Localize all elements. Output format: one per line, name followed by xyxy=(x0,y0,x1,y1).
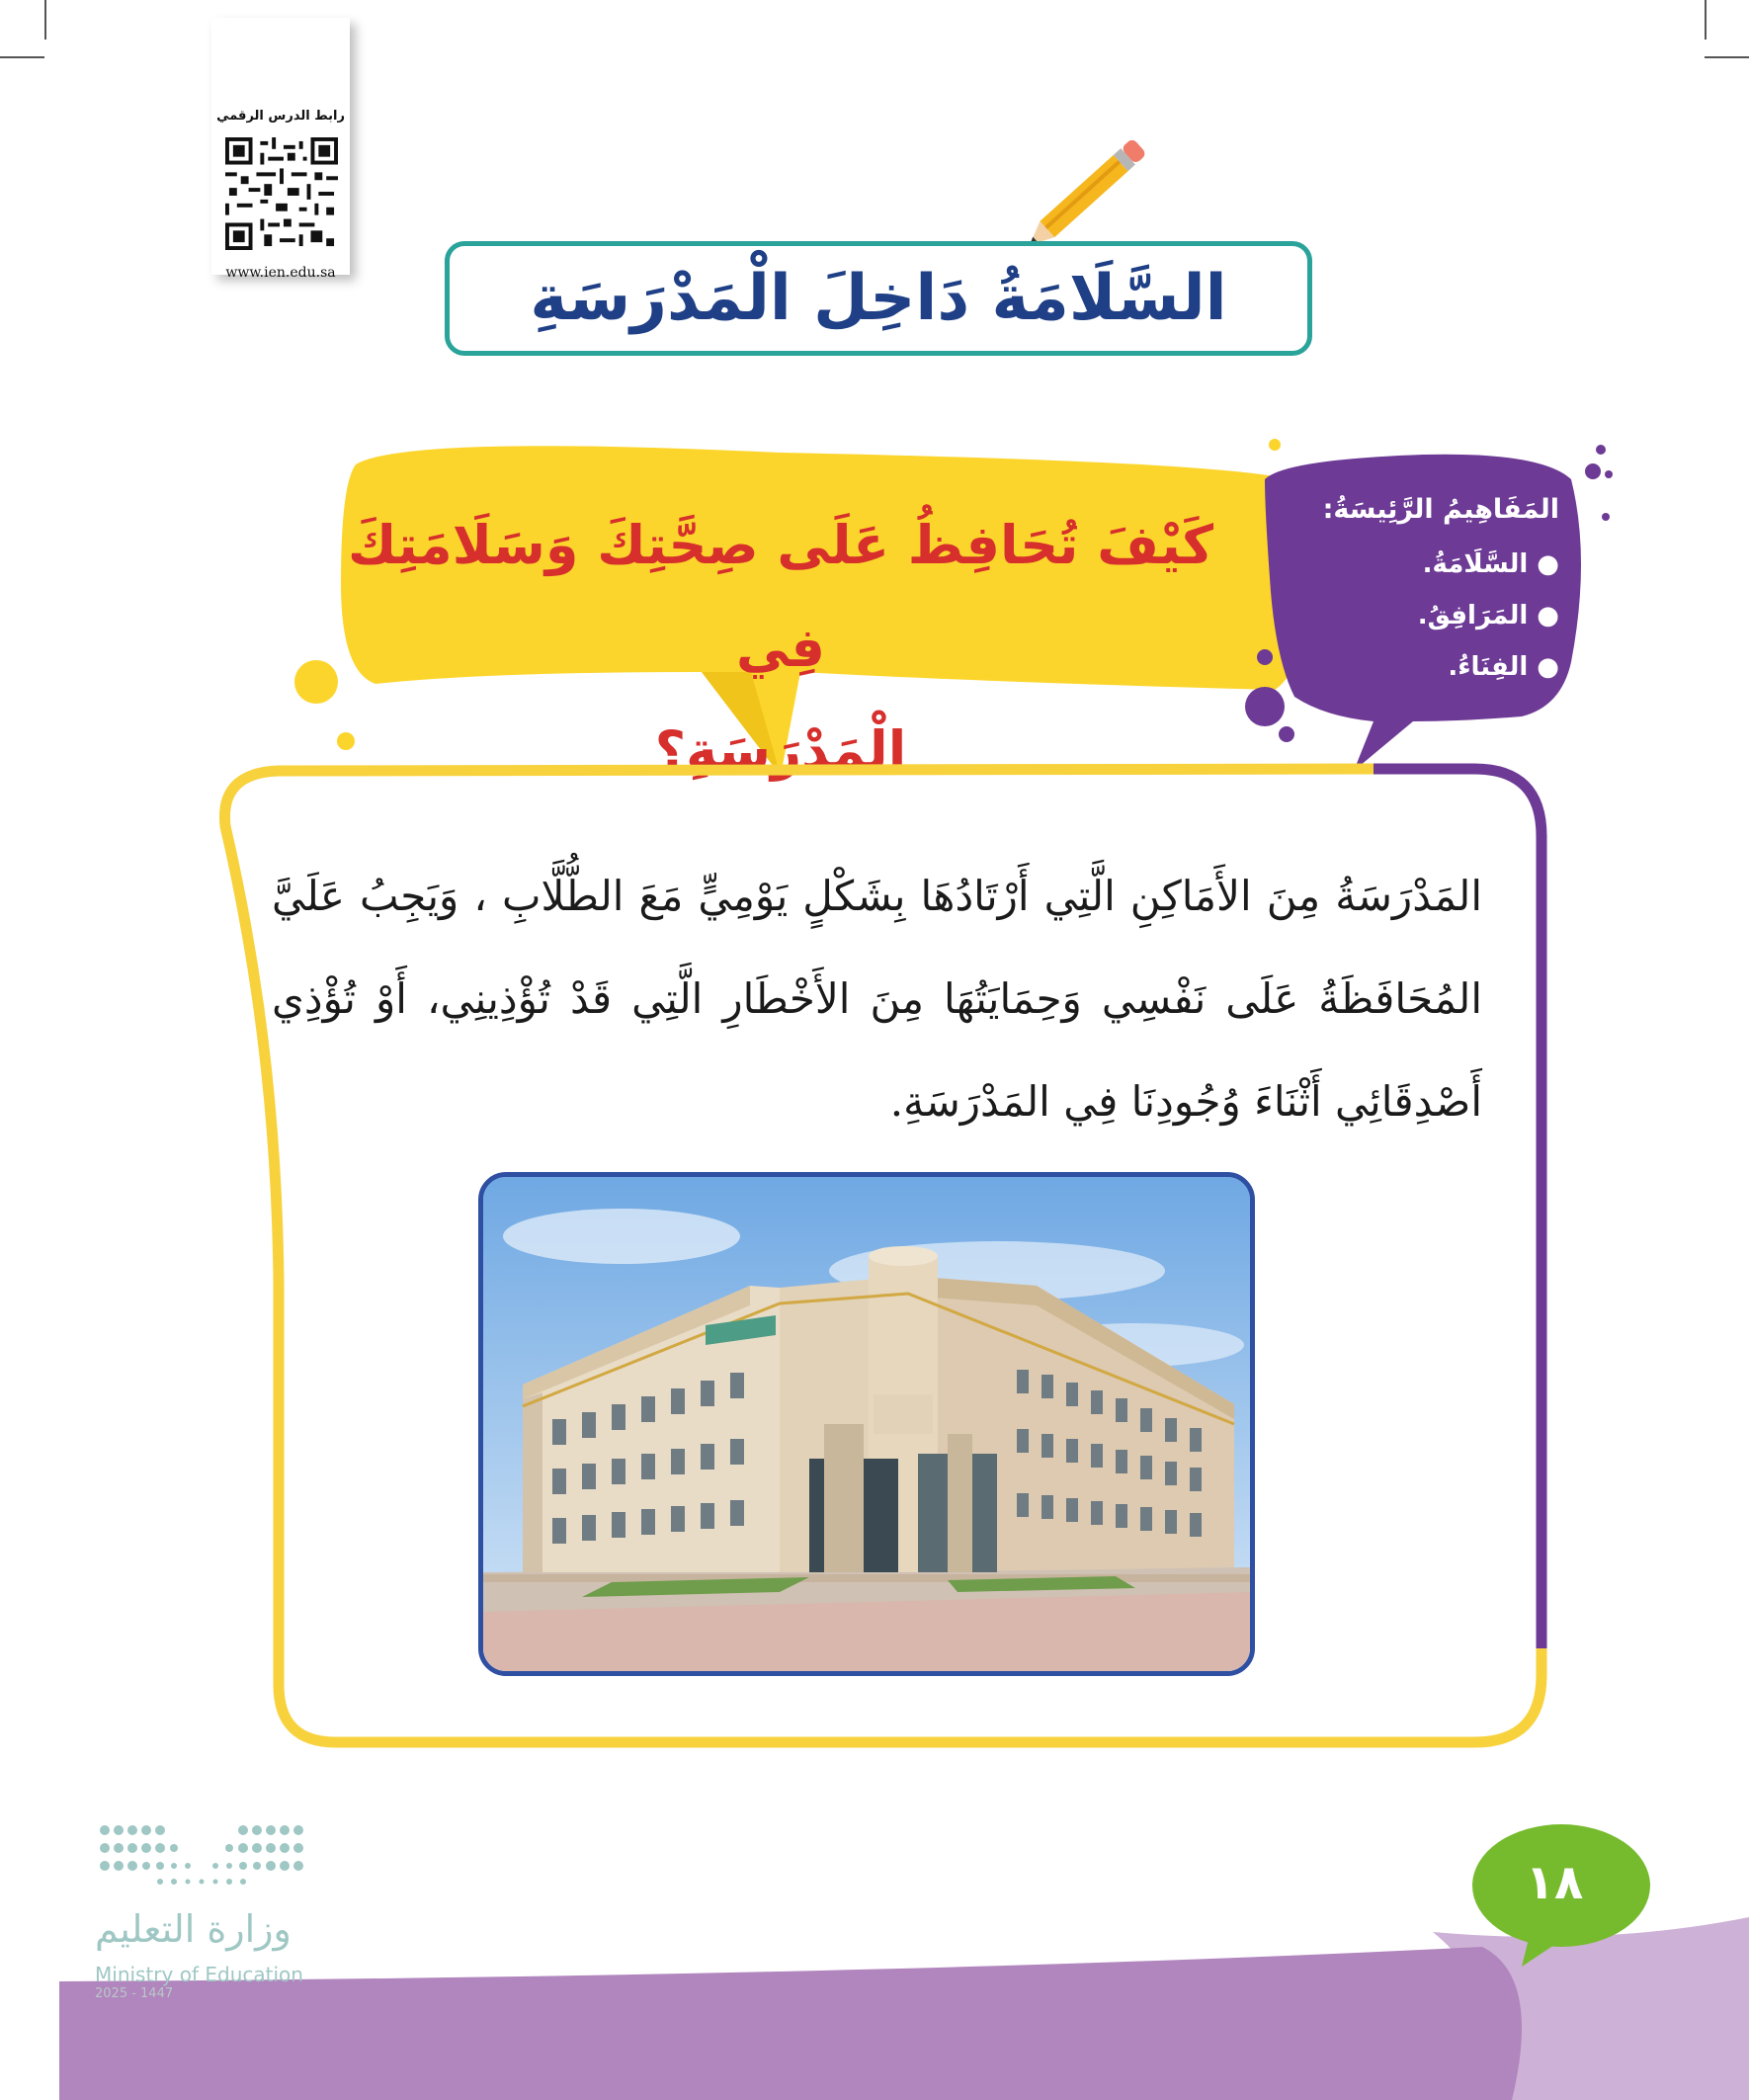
key-concepts-list xyxy=(1263,539,1559,693)
lesson-paragraph: المَدْرَسَةُ مِنَ الأَمَاكِنِ الَّتِي أَرْتَادُهَا بِشَكْلٍ يَوْمِيٍّ مَعَ الطُّلَّابِ ، وَيَجِبُ عَلَيَّ المُحَافَظَةُ عَلَى نَفْسِي وَحِمَايَتُهَا مِنَ الأَخْطَارِ الَّتِي قَدْ تُؤْذِينِي، أَوْ تُؤْذِي أَصْدِقَائِي أَثْنَاءَ وُجُودِنَا فِي المَدْرَسَةِ. xyxy=(272,872,1482,1126)
crop-mark xyxy=(1705,0,1707,40)
page-number: ١٨ xyxy=(1525,1855,1584,1910)
ministry-name-arabic: وزارة التعليم xyxy=(95,1907,292,1951)
key-concept-item: ● السَّلَامَةُ. xyxy=(1422,549,1559,579)
qr-url[interactable]: www.ien.edu.sa xyxy=(225,265,336,281)
ministry-name-english: Ministry of Education xyxy=(95,1963,303,1986)
pencil-icon xyxy=(1018,138,1146,249)
lesson-title: السَّلَامَةُ دَاخِلَ الْمَدْرَسَةِ xyxy=(530,262,1227,335)
school-building-photo xyxy=(478,1172,1255,1676)
crop-mark xyxy=(0,56,44,58)
lesson-question xyxy=(326,494,1235,802)
digital-lesson-qr-card[interactable] xyxy=(211,18,350,281)
crop-mark xyxy=(1705,56,1749,58)
crop-mark xyxy=(44,0,46,40)
lesson-question-line2: الْمَدْرَسَةِ؟ xyxy=(654,719,907,782)
lesson-question-line1: كَيْفَ تُحَافِظُ عَلَى صِحَّتِكَ وَسَلَامَتِكَ فِي xyxy=(347,514,1214,679)
key-concept-item: ● الفِنَاءُ. xyxy=(1448,652,1559,682)
key-concepts-title: المَفَاهِيمُ الرَّئِيسَةُ: xyxy=(1322,494,1559,525)
qr-code-icon[interactable] xyxy=(225,128,338,259)
lesson-title-box xyxy=(445,241,1312,356)
qr-caption: رابط الدرس الرقمي xyxy=(216,109,345,124)
key-concept-item: ● المَرَافِقُ. xyxy=(1417,601,1559,630)
ministry-year: 2025 - 1447 xyxy=(95,1986,174,2001)
ministry-logo-icon xyxy=(95,1818,312,1897)
